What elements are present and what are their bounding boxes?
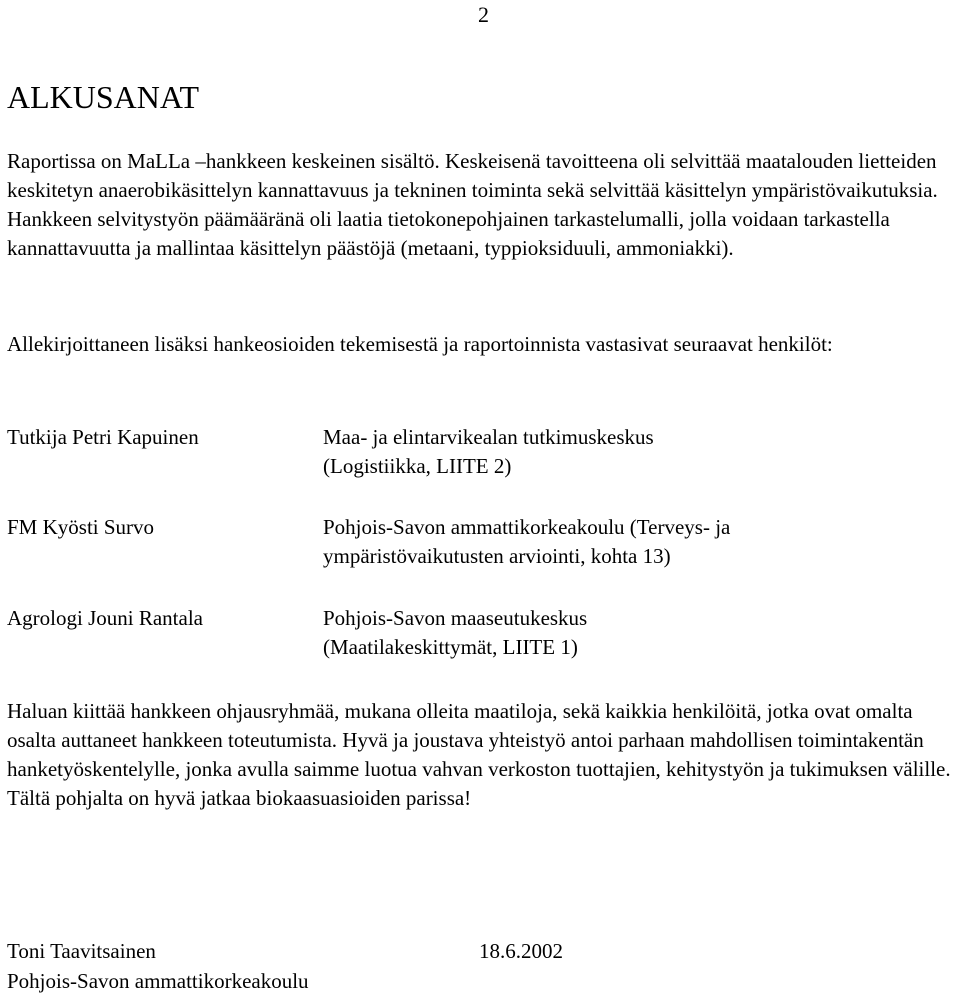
person-organization — [323, 604, 943, 662]
responsibles-paragraph: Allekirjoittaneen lisäksi hankeosioiden tekemisestä ja raportoinnista vastasivat seuraavat henkilöt: — [7, 332, 833, 356]
organization-detail: (Maatilakeskittymät, LIITE 1) — [323, 635, 578, 659]
page-title: ALKUSANAT — [7, 79, 199, 115]
signer-name: Toni Taavitsainen — [7, 939, 156, 963]
person-organization — [323, 423, 943, 481]
organization-line: Pohjois-Savon maaseutukeskus — [323, 606, 588, 630]
person-name: Agrologi Jouni Rantala — [7, 606, 203, 630]
person-organization — [323, 513, 943, 571]
page-number: 2 — [478, 2, 489, 27]
person-name: Tutkija Petri Kapuinen — [7, 425, 199, 449]
organization-line: Pohjois-Savon ammattikorkeakoulu (Terveys- ja — [323, 515, 731, 539]
signer-organization: Pohjois-Savon ammattikorkeakoulu — [7, 969, 309, 993]
organization-detail: (Logistiikka, LIITE 2) — [323, 454, 512, 478]
organization-detail: ympäristövaikutusten arviointi, kohta 13) — [323, 544, 671, 568]
organization-line: Maa- ja elintarvikealan tutkimuskeskus — [323, 425, 654, 449]
signature-block — [7, 937, 947, 996]
signature-date: 18.6.2002 — [479, 939, 563, 963]
thanks-paragraph: Haluan kiittää hankkeen ohjausryhmää, mukana olleita maatiloja, sekä kaikkia henkilöitä, jotka ovat omalta osalta auttaneet hankkeen toteutumista. Hyvä ja joustava yhteistyö antoi parhaan mahdollisen toimintakentän hanketyöskentelylle, jonka avulla saimme luotua vahvan verkoston tuottajien, kehitystyön ja tukimuksen välille. Tältä pohjalta on hyvä jatkaa biokaasuasioiden parissa! — [7, 699, 951, 810]
intro-paragraph: Raportissa on MaLLa –hankkeen keskeinen sisältö. Keskeisenä tavoitteena oli selvittää maatalouden lietteiden keskitetyn anaerobikäsittelyn kannattavuus ja tekninen toiminta sekä selvittää käsittelyn ympäristövaikutuksia. Hankkeen selvitystyön päämääränä oli laatia tietokonepohjainen tarkastelumalli, jolla voidaan tarkastella kannattavuutta ja mallintaa käsittelyn päästöjä (metaani, typpioksiduuli, ammoniakki). — [7, 149, 938, 260]
person-name: FM Kyösti Survo — [7, 515, 155, 539]
signature-line — [7, 937, 947, 967]
